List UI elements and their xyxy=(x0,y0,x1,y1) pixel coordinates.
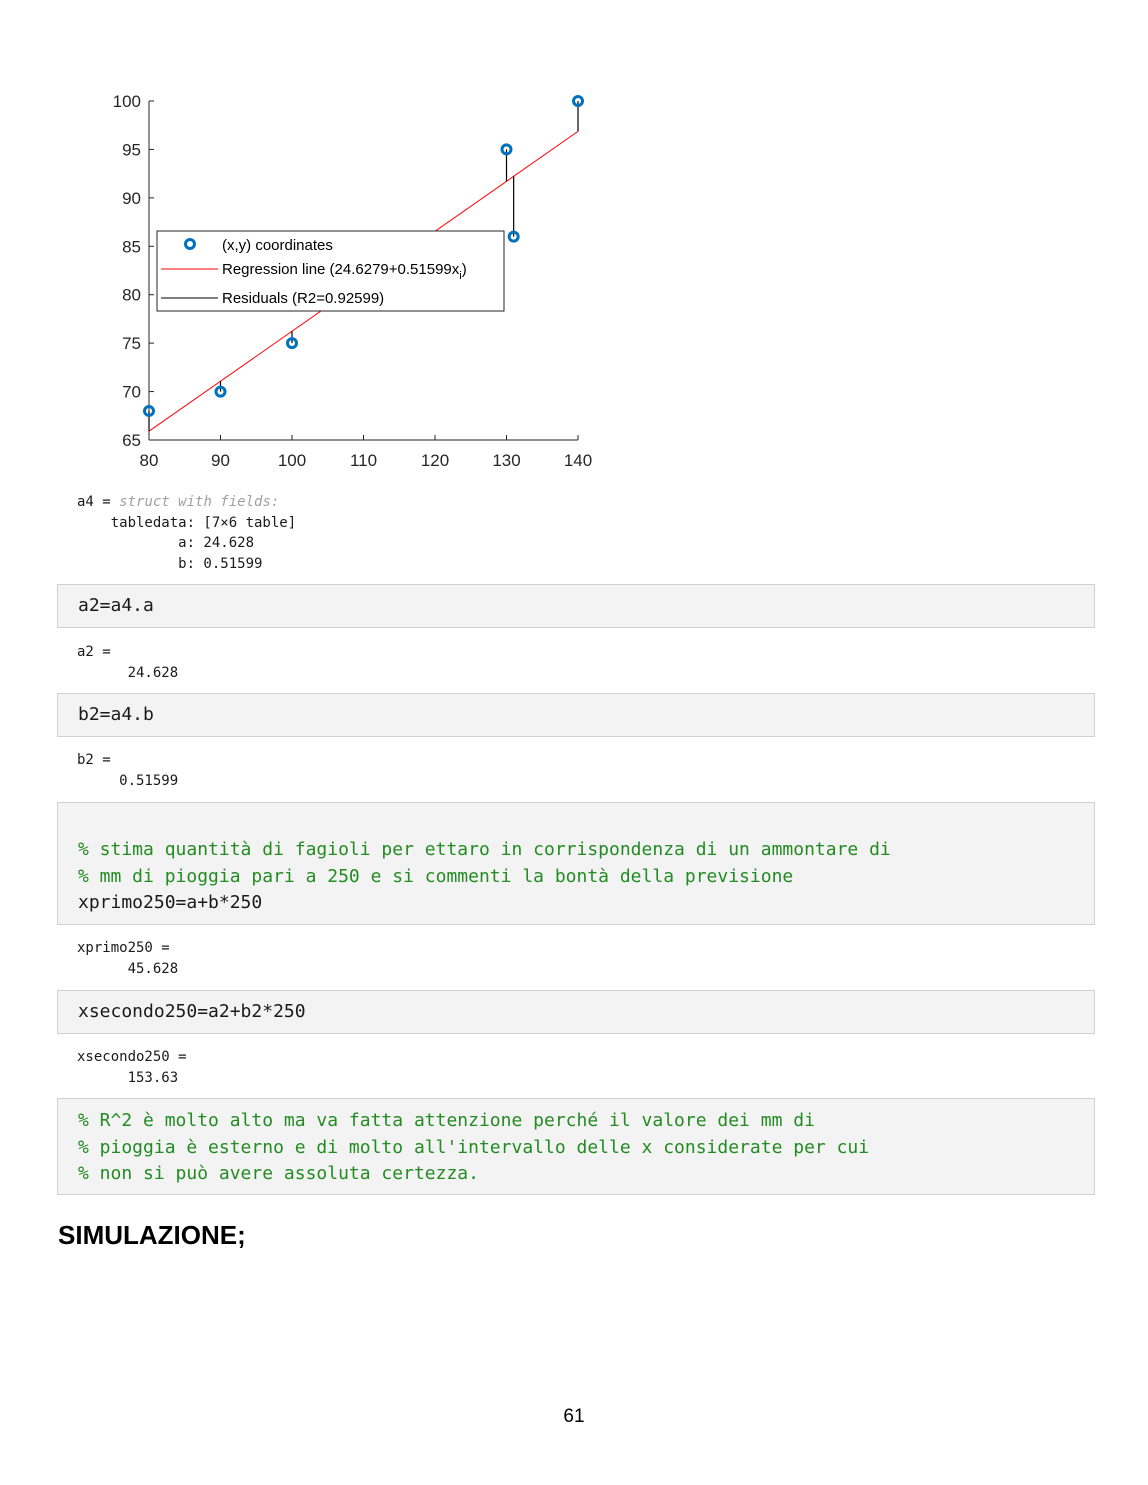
code-comment-line: % stima quantità di fagioli per ettaro in corrispondenza di un ammontare di xyxy=(78,839,891,860)
code-comment-line: % pioggia è esterno e di molto all'intervallo delle x considerate per cui xyxy=(78,1136,870,1158)
output-xprimo250-label: xprimo250 = xyxy=(77,940,170,956)
code-cell-a2[interactable] xyxy=(57,584,1095,628)
output-a2-label: a2 = xyxy=(77,644,111,660)
y-tick-label: 85 xyxy=(122,237,141,257)
x-tick-label: 80 xyxy=(139,451,159,470)
struct-field-a: a: 24.628 xyxy=(77,535,255,551)
code-cell-comment[interactable] xyxy=(57,1098,1095,1195)
struct-output xyxy=(77,492,296,574)
y-tick-label: 75 xyxy=(122,334,141,354)
x-tick-label: 130 xyxy=(492,451,521,470)
output-xsecondo250-value: 153.63 xyxy=(77,1069,179,1086)
code-cell-b2[interactable] xyxy=(57,693,1095,737)
regression-chart xyxy=(60,80,640,480)
struct-field-tabledata: tabledata: [7×6 table] xyxy=(77,514,297,531)
code-line: a2=a4.a xyxy=(78,595,154,616)
legend-label-residuals: Residuals (R2=0.92599) xyxy=(222,290,385,307)
output-b2 xyxy=(77,750,178,791)
section-heading: SIMULAZIONE; xyxy=(58,1220,246,1250)
struct-field-b: b: 0.51599 xyxy=(77,555,263,572)
output-xsecondo250-label: xsecondo250 = xyxy=(77,1049,187,1065)
code-comment-line: % R^2 è molto alto ma va fatta attenzione perché il valore dei mm di xyxy=(78,1110,815,1131)
code-line: xsecondo250=a2+b2*250 xyxy=(78,1001,306,1022)
chart-legend xyxy=(157,231,504,311)
legend-label-regression-main: Regression line (24.6279+0.51599x xyxy=(222,261,460,278)
x-tick-label: 140 xyxy=(563,451,593,470)
struct-output-italic: struct with fields: xyxy=(119,494,280,510)
struct-output-prefix: a4 = xyxy=(77,494,120,510)
output-a2 xyxy=(77,642,178,683)
x-tick-label: 120 xyxy=(420,451,450,470)
y-tick-label: 90 xyxy=(122,188,141,208)
legend-label-points: (x,y) coordinates xyxy=(222,237,333,254)
y-tick-label: 95 xyxy=(122,140,141,160)
output-a2-value: 24.628 xyxy=(77,664,179,681)
legend-label-regression-subscript: i xyxy=(459,270,462,282)
output-b2-label: b2 = xyxy=(77,752,111,768)
y-tick-label: 100 xyxy=(112,92,141,111)
code-comment-line: % mm di pioggia pari a 250 e si commenti la bontà della previsione xyxy=(78,865,794,887)
y-tick-label: 70 xyxy=(122,382,141,402)
output-xsecondo250 xyxy=(77,1047,187,1088)
code-cell-xprimo250[interactable] xyxy=(57,802,1095,925)
output-b2-value: 0.51599 xyxy=(77,772,179,789)
output-xprimo250-value: 45.628 xyxy=(77,960,179,977)
legend-label-regression-close: ) xyxy=(461,261,467,278)
y-tick-label: 80 xyxy=(122,285,141,305)
x-tick-label: 100 xyxy=(277,451,307,470)
x-tick-label: 110 xyxy=(349,451,378,470)
code-line: b2=a4.b xyxy=(78,704,154,725)
code-comment-line: % non si può avere assoluta certezza. xyxy=(78,1163,479,1184)
code-line: xprimo250=a+b*250 xyxy=(78,892,263,913)
output-xprimo250 xyxy=(77,938,178,979)
code-cell-xsecondo250[interactable] xyxy=(57,990,1095,1034)
y-tick-label: 65 xyxy=(122,431,141,450)
page-number: 61 xyxy=(563,1406,585,1427)
x-tick-label: 90 xyxy=(211,451,230,470)
